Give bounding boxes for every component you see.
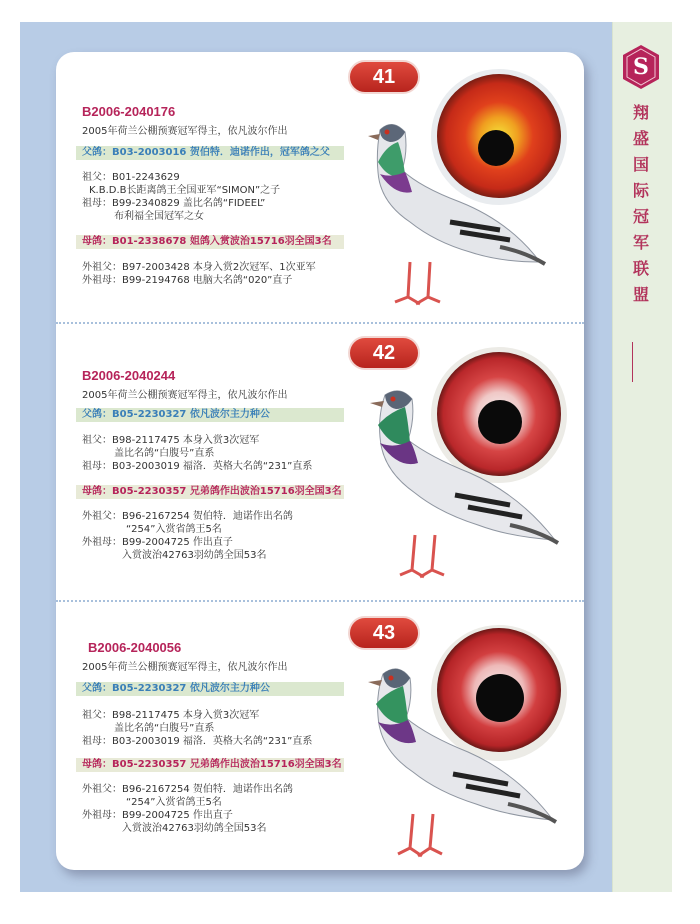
brand-char: 联 [632,259,649,278]
brand-char: 际 [632,181,649,200]
grandparent-line: 祖父：B98-2117475 本身入赏3次冠军 [82,435,260,446]
sire-grandmother [82,197,265,223]
description: 2005年荷兰公棚预赛冠军得主，依凡波尔作出 [82,662,288,673]
grandparent-line: 外祖母：B99-2004725 作出直子 [82,537,233,548]
grandparent-line: 外祖父：B96-2167254 贺伯特．迪诺作出名鸽 [82,784,293,795]
entry-number-badge: 43 [348,616,420,650]
brand-char: 军 [632,233,649,252]
grandparent-line: 盖比名鸽“白腹号”直系 [114,448,215,459]
pigeon-photo-icon [350,112,550,312]
brand-char: 盛 [632,129,649,148]
logo-letter: S [633,54,649,80]
sire-bar: 父鸽：B05-2230327 依凡波尔主力种公 [76,408,344,422]
ring-number: B2006-2040244 [82,368,176,383]
sire-bar: 父鸽：B05-2230327 依凡波尔主力种公 [76,682,344,696]
grandparent-line: 祖母：B03-2003019 福洛．英格大名鸽“231”直系 [82,461,313,472]
dam-grandfather [82,783,293,809]
entry-number-badge: 42 [348,336,420,370]
sire-grandfather [82,434,259,460]
sire-grandfather [82,709,259,735]
grandparent-line: 布利福全国冠军之女 [114,211,204,222]
grandparent-line: 祖父：B98-2117475 本身入赏3次冠军 [82,710,260,721]
grandparent-line: 外祖父：B96-2167254 贺伯特．迪诺作出名鸽 [82,511,293,522]
grandparent-line: 入赏波治42763羽幼鸽全国53名 [122,550,267,561]
ring-number: B2006-2040056 [88,640,182,655]
grandparent-line: 外祖父：B97-2003428 本身入赏2次冠军、1次亚军 [82,262,316,273]
brand-name [626,100,656,308]
sire-bar: 父鸽：B03-2003016 贺伯特．迪诺作出，冠军鸽之父 [76,146,344,160]
sire-grandmother [82,735,312,748]
description: 2005年荷兰公棚预赛冠军得主，依凡波尔作出 [82,390,288,401]
dam-grandmother [82,536,267,562]
grandparent-line: K.B.D.B长距离鸽王全国亚军“SIMON”之子 [89,185,281,196]
brand-divider [632,342,633,382]
dam-grandfather [82,261,316,274]
dam-grandmother [82,809,267,835]
dam-grandfather [82,510,293,536]
pigeon-photo-icon [358,662,558,862]
pigeon-photo-icon [360,385,560,585]
dam-grandmother [82,274,292,287]
brand-char: 国 [632,155,649,174]
description: 2005年荷兰公棚预赛冠军得主，依凡波尔作出 [82,126,288,137]
section-divider [56,322,584,324]
brand-char: 盟 [632,285,649,304]
grandparent-line: 外祖母：B99-2194768 电脑大名鸽“020”直子 [82,275,293,286]
brand-char: 冠 [632,207,649,226]
grandparent-line: 祖母：B99-2340829 盖比名鸽“FIDEEL” [82,198,266,209]
grandparent-line: “254”入赏省鸽王5名 [126,797,222,808]
grandparent-line: 入赏波治42763羽幼鸽全国53名 [122,823,267,834]
ring-number: B2006-2040176 [82,104,176,119]
grandparent-line: 祖父：B01-2243629 [82,172,180,183]
section-divider [56,600,584,602]
dam-bar: 母鸽：B05-2230357 兄弟鸽作出波治15716羽全国3名 [76,758,344,772]
grandparent-line: “254”入赏省鸽王5名 [126,524,222,535]
sire-grandfather [82,171,280,197]
brand-logo-icon [621,44,661,90]
entry-number-badge: 41 [348,60,420,94]
grandparent-line: 祖母：B03-2003019 福洛．英格大名鸽“231”直系 [82,736,313,747]
sire-grandmother [82,460,312,473]
brand-char: 翔 [632,103,649,122]
dam-bar: 母鸽：B01-2338678 姐鸽入赏波治15716羽全国3名 [76,235,344,249]
dam-bar: 母鸽：B05-2230357 兄弟鸽作出波治15716羽全国3名 [76,485,344,499]
grandparent-line: 外祖母：B99-2004725 作出直子 [82,810,233,821]
grandparent-line: 盖比名鸽“白腹号”直系 [114,723,215,734]
